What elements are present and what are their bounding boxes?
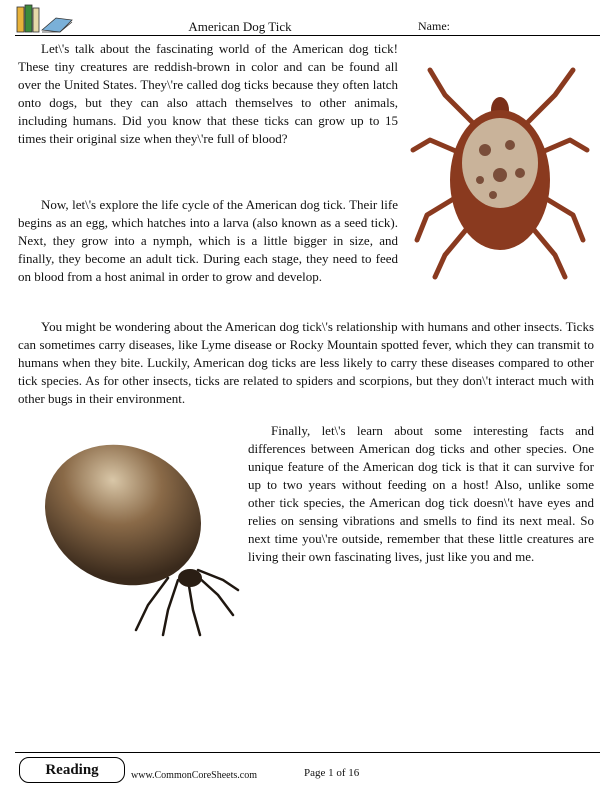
paragraph-1: Let\'s talk about the fascinating world of the American dog tick! These tiny creatures are reddish-brown in color and can be found all over the United States. They\'re called dog ticks because they often latch onto dogs, but they can also attach themselves to other animals, including humans. Did you know that these ticks can grow up to 15 times their original size when they\'re full of blood? [18, 41, 398, 146]
page-number: Page 1 of 16 [304, 767, 360, 779]
paragraph-3: You might be wondering about the American dog tick\'s relationship with humans and other insects. Ticks can sometimes carry diseases, like Lyme disease or Rocky Mountain spotted fever, which they can transmit to humans when they bite. Luckily, American dog ticks are less likely to carry these diseases compared to other tick species. As for other insects, ticks are related to spiders and scorpions, but they don\'t interact much with other bugs in their environment. [18, 319, 594, 406]
site-url[interactable]: www.CommonCoreSheets.com [131, 770, 258, 781]
reading-badge: Reading [19, 757, 125, 783]
name-label: Name: [418, 19, 450, 33]
dog-tick-icon [405, 55, 595, 285]
header-divider [15, 35, 600, 36]
paragraph-2: Now, let\'s explore the life cycle of the American dog tick. Their life begins as an egg, which hatches into a larva (also known as a seed tick). Next, they grow into a nymph, which is a little bigger in size, and finally, they become an adult tick. During each stage, they need to feed on blood from a host animal in order to grow and develop. [18, 197, 398, 284]
paragraph-4: Finally, let\'s learn about some interesting facts and differences between American dog ticks and other species. One unique feature of the American dog tick is that it can survive for up to two years without feeding on a host! Also, unlike some other tick species, the American dog tick doesn\'t have eyes and relies on sensing vibrations and smells to find its next meal. So next time you\'re outside, remember that these little creatures are living their own fascinating lives, just like you and me. [248, 423, 594, 564]
footer-divider [15, 752, 600, 753]
engorged-tick-icon [28, 430, 243, 645]
worksheet-title: American Dog Tick [188, 19, 292, 34]
